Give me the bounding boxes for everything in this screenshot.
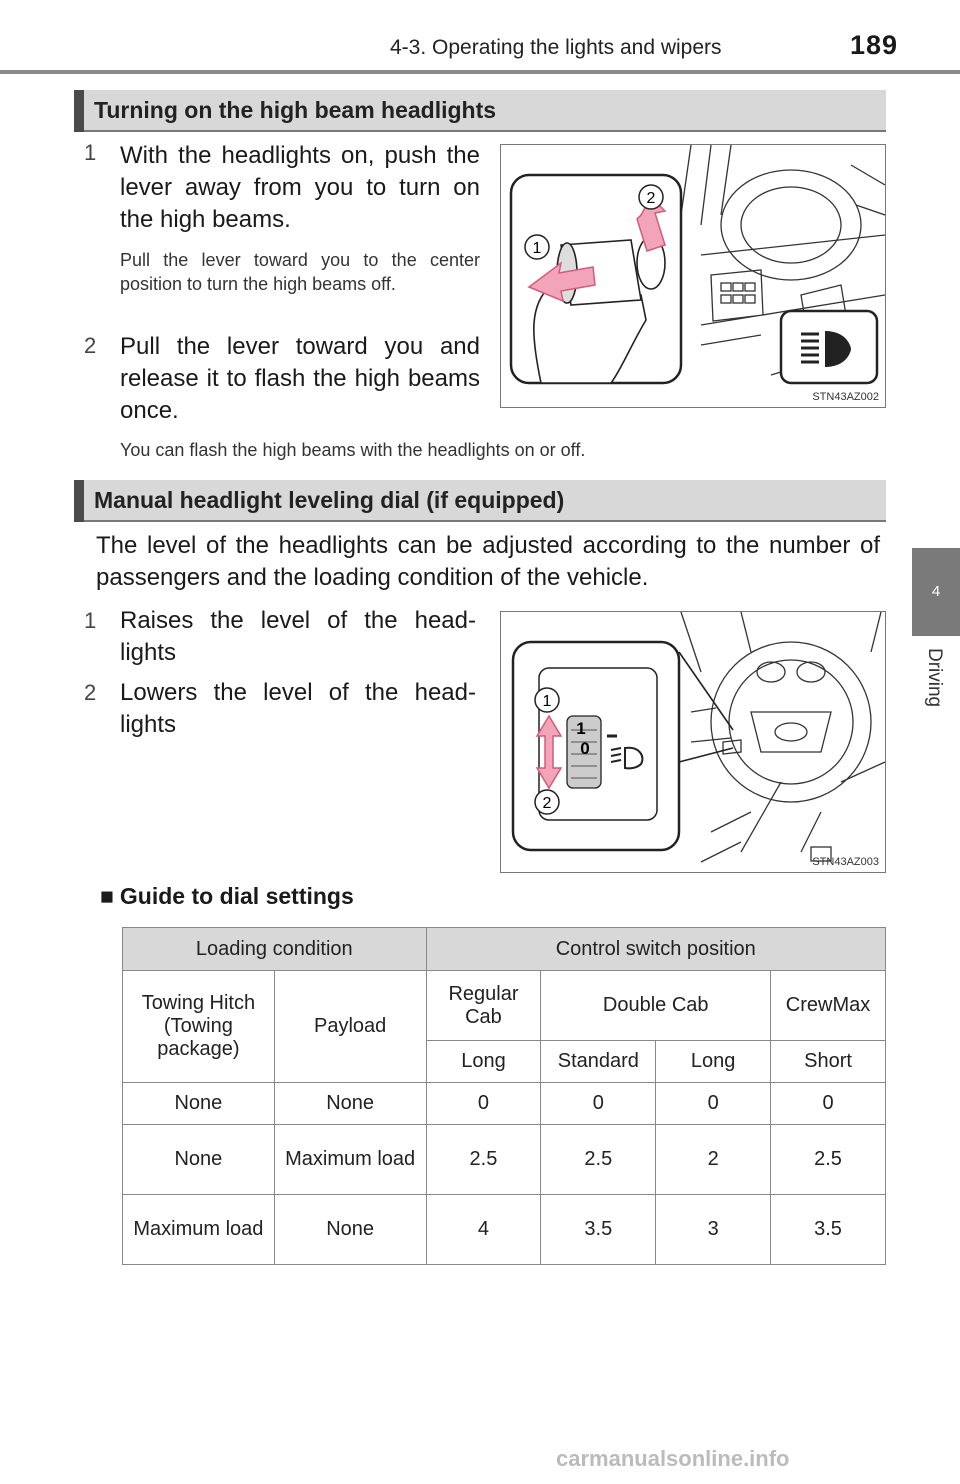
table-cell: None bbox=[274, 1083, 426, 1125]
table-cell: 0 bbox=[541, 1083, 656, 1125]
cab-length: Long bbox=[426, 1041, 541, 1083]
figure-code: STN43AZ002 bbox=[812, 391, 879, 403]
table-cell: 3.5 bbox=[771, 1195, 886, 1265]
cab-length: Short bbox=[771, 1041, 886, 1083]
callout-1: 1 bbox=[532, 240, 542, 257]
subheader-payload: Payload bbox=[274, 971, 426, 1083]
step-text: Raises the level of the head-lights bbox=[120, 607, 476, 666]
step-note: You can flash the high beams with the headlights on or off. bbox=[120, 440, 586, 460]
table-row bbox=[123, 1195, 886, 1265]
high-beam-lever-figure bbox=[500, 144, 886, 408]
chapter-tab: 4 bbox=[912, 548, 960, 636]
lever-illustration bbox=[501, 145, 885, 407]
section-header: 4-3. Operating the lights and wipers bbox=[390, 36, 722, 59]
table-cell: 0 bbox=[771, 1083, 886, 1125]
section-title-leveling-dial: Manual headlight leveling dial (if equipped) bbox=[74, 480, 886, 522]
step-number: 2 bbox=[84, 680, 97, 705]
table-row bbox=[123, 1125, 886, 1195]
step-text: Pull the lever toward you and release it to flash the high beams once. bbox=[120, 333, 480, 424]
callout-2: 2 bbox=[646, 190, 656, 207]
table-header-switch: Control switch position bbox=[426, 928, 885, 971]
table-cell: 3 bbox=[656, 1195, 771, 1265]
dial-mark-1: 1 bbox=[576, 719, 586, 738]
figure-code: STN43AZ003 bbox=[812, 856, 879, 868]
table-cell: 0 bbox=[656, 1083, 771, 1125]
step-number: 1 bbox=[84, 608, 97, 633]
subheader-towing: Towing Hitch (Towing package) bbox=[123, 971, 275, 1083]
callout-2: 2 bbox=[542, 795, 552, 812]
step-number: 1 bbox=[84, 140, 97, 165]
table-cell: 2.5 bbox=[771, 1125, 886, 1195]
table-header-loading: Loading condition bbox=[123, 928, 427, 971]
cab-length: Standard bbox=[541, 1041, 656, 1083]
table-cell: Maximum load bbox=[274, 1125, 426, 1195]
page-number: 189 bbox=[850, 30, 899, 60]
table-cell: None bbox=[123, 1083, 275, 1125]
table-cell: 2 bbox=[656, 1125, 771, 1195]
subheader-regular-cab: Regular Cab bbox=[426, 971, 541, 1041]
step-number: 2 bbox=[84, 333, 97, 358]
table-cell: 4 bbox=[426, 1195, 541, 1265]
dial-settings-table bbox=[122, 927, 886, 1265]
subheader-double-cab: Double Cab bbox=[541, 971, 771, 1041]
header-divider bbox=[0, 70, 960, 74]
section-intro: The level of the headlights can be adjusted according to the number of passengers and the loading condition of the vehicle. bbox=[96, 532, 880, 591]
table-cell: None bbox=[274, 1195, 426, 1265]
table-cell: 2.5 bbox=[426, 1125, 541, 1195]
step-text: Lowers the level of the head-lights bbox=[120, 679, 476, 738]
section-title-high-beam: Turning on the high beam headlights bbox=[74, 90, 886, 132]
leveling-dial-figure bbox=[500, 611, 886, 873]
subheader-crewmax: CrewMax bbox=[771, 971, 886, 1041]
chapter-label: Driving bbox=[924, 648, 945, 708]
table-cell: 3.5 bbox=[541, 1195, 656, 1265]
guide-heading: ■ Guide to dial settings bbox=[100, 883, 354, 909]
dial-mark-0: 0 bbox=[580, 739, 590, 758]
table-cell: Maximum load bbox=[123, 1195, 275, 1265]
table-cell: None bbox=[123, 1125, 275, 1195]
dial-illustration bbox=[501, 612, 885, 872]
step-note: Pull the lever toward you to the center position to turn the high beams off. bbox=[120, 250, 480, 294]
cab-length: Long bbox=[656, 1041, 771, 1083]
callout-1: 1 bbox=[542, 693, 552, 710]
table-cell: 0 bbox=[426, 1083, 541, 1125]
table-cell: 2.5 bbox=[541, 1125, 656, 1195]
step-text: With the headlights on, push the lever away from you to turn on the high beams. bbox=[120, 142, 480, 233]
table-row bbox=[123, 1083, 886, 1125]
watermark: carmanualsonline.info bbox=[556, 1446, 790, 1471]
